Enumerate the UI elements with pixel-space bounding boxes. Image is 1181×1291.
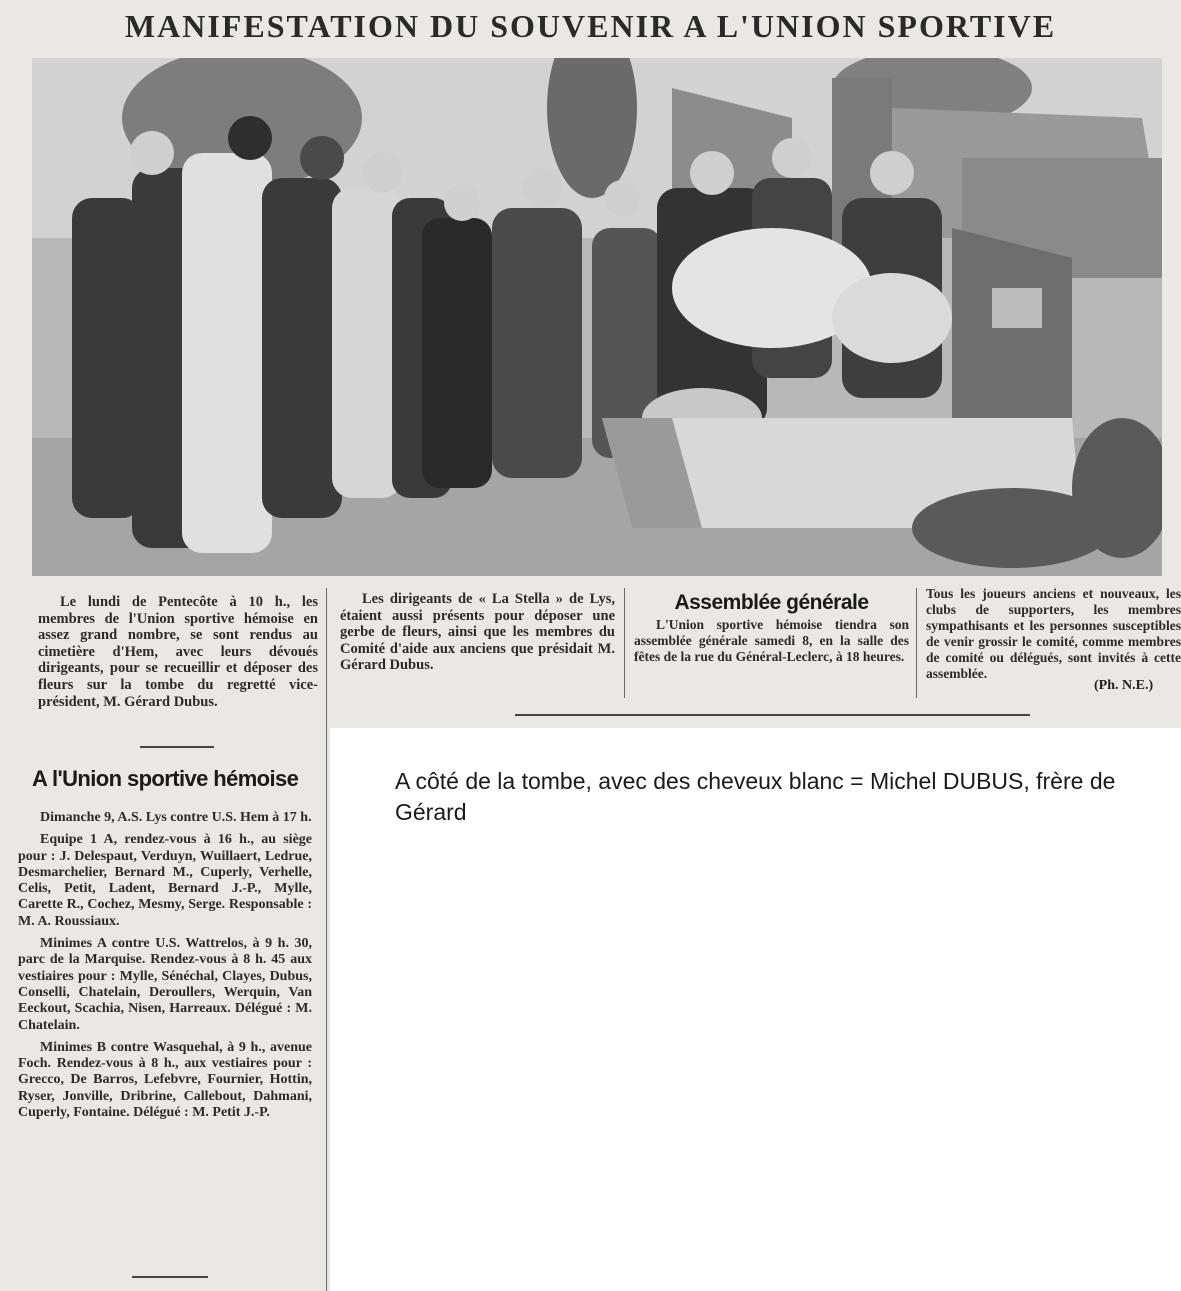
- assemblee-title: Assemblée générale: [674, 591, 869, 614]
- union-paragraph: Minimes A contre U.S. Wattrelos, à 9 h. 30, parc de la Marquise. Rendez-vous à 8 h. 45 aux vestiaires pour : Mylle, Sénéchal, Clayes, Dubus, Conselli, Chatelain, Deroullers, Werquin, Van Eeckout, Scachia, Nisen, Harreaux. Délégué : M. Chatelain.: [18, 936, 312, 1033]
- separator-rule: [132, 1276, 208, 1278]
- column-rule: [326, 588, 327, 1291]
- caption-annotation: A côté de la tombe, avec des cheveux blanc = Michel DUBUS, frère de Gérard: [395, 768, 1116, 825]
- union-section-title: A l'Union sportive hémoise: [32, 766, 299, 791]
- union-paragraph: Minimes B contre Wasquehal, à 9 h., avenue Foch. Rendez-vous à 8 h., aux vestiaires pour : Grecco, De Barros, Lefebvre, Fournier, Hottin, Ryser, Jonville, Dribrine, Callebout, Dahmani, Cuperly, Fontaine. Délégué : M. Petit J.-P.: [18, 1039, 312, 1121]
- cemetery-photo: [32, 58, 1162, 576]
- headline: MANIFESTATION DU SOUVENIR A L'UNION SPORTIVE: [124, 8, 1057, 44]
- article-paragraph: Le lundi de Pentecôte à 10 h., les membres de l'Union sportive hémoise en assez grand nombre, se sont rendus au cimetière d'Hem, avec leurs dévoués dirigeants, pour se recueillir et déposer des fleurs sur la tombe du regretté vice-président, M. Gérard Dubus.: [38, 594, 318, 710]
- assemblee-paragraph: L'Union sportive hémoise tiendra son assemblée générale samedi 8, en la salle des fêtes de la rue du Général-Leclerc, à 18 heures.: [634, 617, 909, 664]
- article-column-2: [340, 591, 615, 674]
- photo-illustration: [32, 58, 1162, 576]
- separator-rule: [140, 746, 214, 748]
- union-paragraph: Dimanche 9, A.S. Lys contre U.S. Hem à 17 h.: [40, 810, 312, 825]
- photo-credit: (Ph. N.E.): [1094, 678, 1154, 693]
- union-paragraph: Equipe 1 A, rendez-vous à 16 h., au siège pour : J. Delespaut, Verduyn, Wuillaert, Ledrue, Desmarchelier, Bernard M., Cuperly, Verhelle, Celis, Petit, Ladent, Bernard J.-P., Mylle, Carette R., Cochez, Mesmy, Serge. Responsable : M. A. Roussiaux.: [18, 832, 312, 929]
- assemblee-continuation-column: [926, 586, 1181, 682]
- assemblee-paragraph: Tous les joueurs anciens et nouveaux, les clubs de supporters, les membres sympathisants et les personnes susceptibles de venir grossir le comité, comme membres de comité ou délégués, sont invités à cette assemblée.: [926, 586, 1181, 681]
- article-column-1: [38, 594, 318, 710]
- assemblee-column: [634, 617, 909, 665]
- column-rule: [916, 588, 917, 698]
- article-paragraph: Les dirigeants de « La Stella » de Lys, étaient aussi présents pour déposer une gerbe de fleurs, ainsi que les membres du Comité d'aide aux anciens que présidait M. Gérard Dubus.: [340, 591, 615, 674]
- separator-rule: [515, 714, 1030, 716]
- column-rule: [624, 588, 625, 698]
- union-section-body: [18, 810, 312, 1127]
